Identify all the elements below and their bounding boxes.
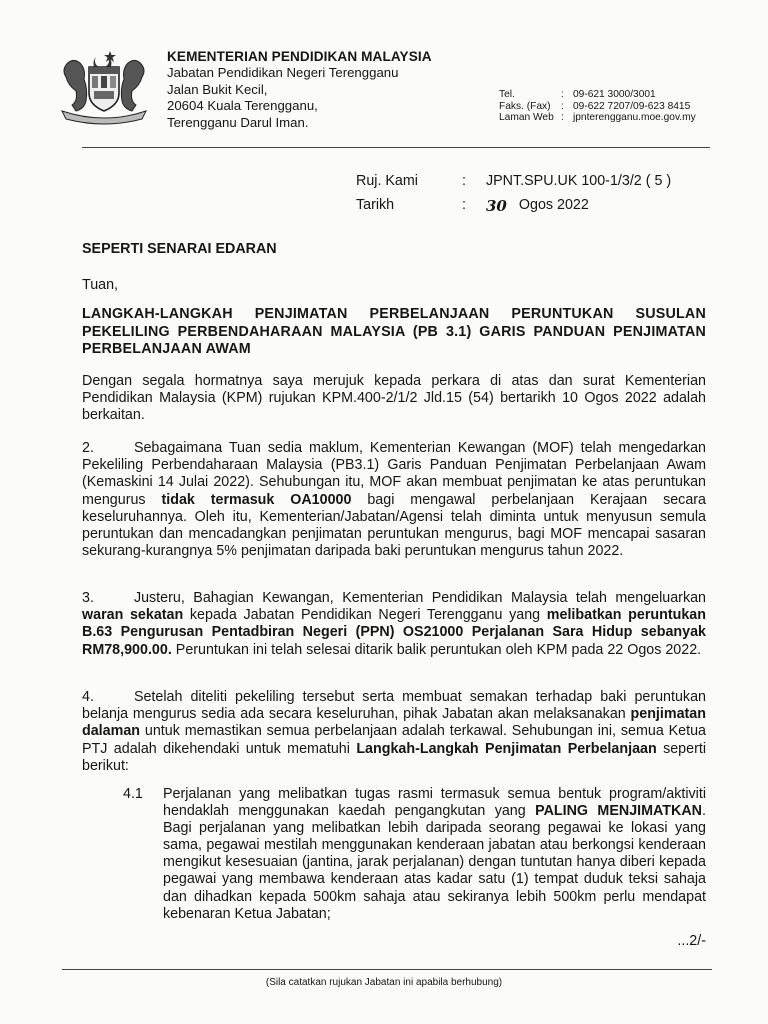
para-text: seperti berikut: (82, 740, 706, 774)
ref-value: JPNT.SPU.UK 100-1/3/2 ( 5 ) (486, 173, 672, 189)
para-text: Setelah diteliti pekeliling tersebut serta membuat semakan terhadap baki peruntukan belanja mengurus sedia ada secara keseluruhan, pihak Jabatan akan melaksanakan (82, 689, 706, 723)
date-colon: : (462, 197, 466, 213)
ref-row (356, 173, 671, 189)
para-bold-text: penjimatan dalaman (82, 706, 706, 740)
para-bold-text: melibatkan peruntukan B.63 Pengurusan Pentadbiran Negeri (PPN) OS21000 Perjalanan Sara Hidup sebanyak RM78,900.00. (82, 607, 706, 658)
para-text: kepada Jabatan Pendidikan Negeri Terengganu yang (183, 607, 547, 624)
date-row (356, 197, 589, 215)
contact-label: Faks. (Fax) (499, 100, 551, 112)
contact-tel (499, 89, 696, 101)
address-line: 20604 Kuala Terengganu, (167, 98, 318, 113)
para-number: 4. (82, 689, 94, 705)
footer-note: (Sila catatkan rujukan Jabatan ini apabila berhubung) (265, 977, 503, 988)
subparagraph-4-1 (163, 786, 706, 923)
para-text: bagi mengawal perbelanjaan Kerajaan secara keseluruhannya. Oleh itu, Kementerian/Jabatan/Agensi telah diminta untuk menyusun semula peruntukan dan mencadangkan penjimatan peruntukan mengurus, bagi MOF mencapai sasaran sekurang-kurangnya 5% penjimatan daripada baki peruntukan mengurus tahun 2022. (82, 491, 706, 560)
ref-colon: : (462, 173, 466, 189)
date-label: Tarikh (356, 197, 395, 213)
paragraph-2 (82, 440, 706, 560)
paragraph-1: Dengan segala hormatnya saya merujuk kepada perkara di atas dan surat Kementerian Pendidikan Malaysia (KPM) rujukan KPM.400-2/1/2 Jld.15 (54) bertarikh 10 Ogos 2022 adalah berkaitan. (82, 373, 706, 424)
org-name: KEMENTERIAN PENDIDIKAN MALAYSIA (167, 49, 432, 64)
contact-value: 09-621 3000/3001 (573, 89, 656, 100)
salutation: Tuan, (82, 277, 119, 293)
para-number: 3. (82, 590, 94, 606)
contact-value: 09-622 7207/09-623 8415 (573, 100, 691, 112)
contact-colon: : (561, 112, 564, 124)
contact-value: jpnterengganu.moe.gov.my (573, 112, 696, 124)
para-text: Perjalanan yang melibatkan tugas rasmi termasuk semua bentuk program/aktiviti hendaklah menggunakan kaedah pengangkutan yang (163, 786, 706, 820)
recipient: SEPERTI SENARAI EDARAN (82, 241, 277, 257)
continuation-marker: ...2/- (677, 933, 706, 949)
subject-heading: LANGKAH-LANGKAH PENJIMATAN PERBELANJAAN PERUNTUKAN SUSULAN PEKELILING PERBENDAHARAAN MALAYSIA (PB 3.1) GARIS PANDUAN PENJIMATAN PERBELANJAAN AWAM (82, 306, 706, 357)
address-line: Jabatan Pendidikan Negeri Terengganu (167, 65, 399, 80)
paragraph-3 (82, 590, 706, 659)
header-divider (82, 147, 710, 148)
para-text: Justeru, Bahagian Kewangan, Kementerian Pendidikan Malaysia telah mengeluarkan (133, 590, 706, 606)
contact-details (499, 89, 696, 124)
contact-colon: : (561, 100, 564, 112)
contact-label: Tel. (499, 89, 515, 100)
para-bold-text: waran sekatan (82, 607, 184, 624)
handwritten-day: 30 (486, 197, 507, 215)
date-value: Ogos 2022 (518, 197, 589, 213)
para-number: 2. (82, 440, 94, 456)
para-text: Peruntukan ini telah selesai ditarik balik peruntukan oleh KPM pada 22 Ogos 2022. (171, 641, 702, 658)
contact-colon: : (561, 89, 564, 100)
address-line: Jalan Bukit Kecil, (167, 81, 268, 97)
address-line: Terengganu Darul Iman. (167, 114, 309, 130)
subpara-number: 4.1 (123, 786, 143, 802)
coat-of-arms-icon (52, 45, 156, 127)
para-text: . Bagi perjalanan yang melibatkan lebih daripada seorang pegawai ke lokasi yang sama, pegawai mestilah menggunakan kenderaan jabatan atau berkongsi kenderaan mengikut kesesuaian (jantina, jarak perjalanan) dengan tuntutan hanya diberi kepada pegawai yang membawa kenderaan atas kadar satu (1) tempat duduk teksi sahaja dan dihadkan kepada 500km sahaja atau sekiranya lebih 500km perlu mendapat kebenaran Ketua Jabatan; (163, 803, 706, 922)
para-text: Sebagaimana Tuan sedia maklum, Kementerian Kewangan (MOF) telah mengedarkan Pekeliling Perbendaharaan Malaysia (PB3.1) Garis Panduan Penjimatan Perbelanjaan Awam (Kemaskini 14 Julai 2022). Sehubungan itu, MOF akan membuat penjimatan ke atas peruntukan mengurus (82, 440, 706, 508)
contact-fax (499, 101, 696, 113)
contact-label: Laman Web (499, 112, 554, 124)
para-bold-text: PALING MENJIMATKAN (535, 803, 703, 820)
para-bold-text: Langkah-Langkah Penjimatan Perbelanjaan (356, 740, 657, 757)
footer-divider (62, 969, 712, 970)
paragraph-4 (82, 689, 706, 775)
letterhead-address (167, 49, 497, 131)
para-text: untuk memastikan semua perbelanjaan adalah terkawal. Sehubungan ini, semua Ketua PTJ adalah dikehendaki untuk mematuhi (82, 723, 706, 757)
contact-web (499, 112, 696, 124)
ref-label: Ruj. Kami (356, 173, 418, 189)
para-bold-text: tidak termasuk OA10000 (161, 491, 352, 508)
